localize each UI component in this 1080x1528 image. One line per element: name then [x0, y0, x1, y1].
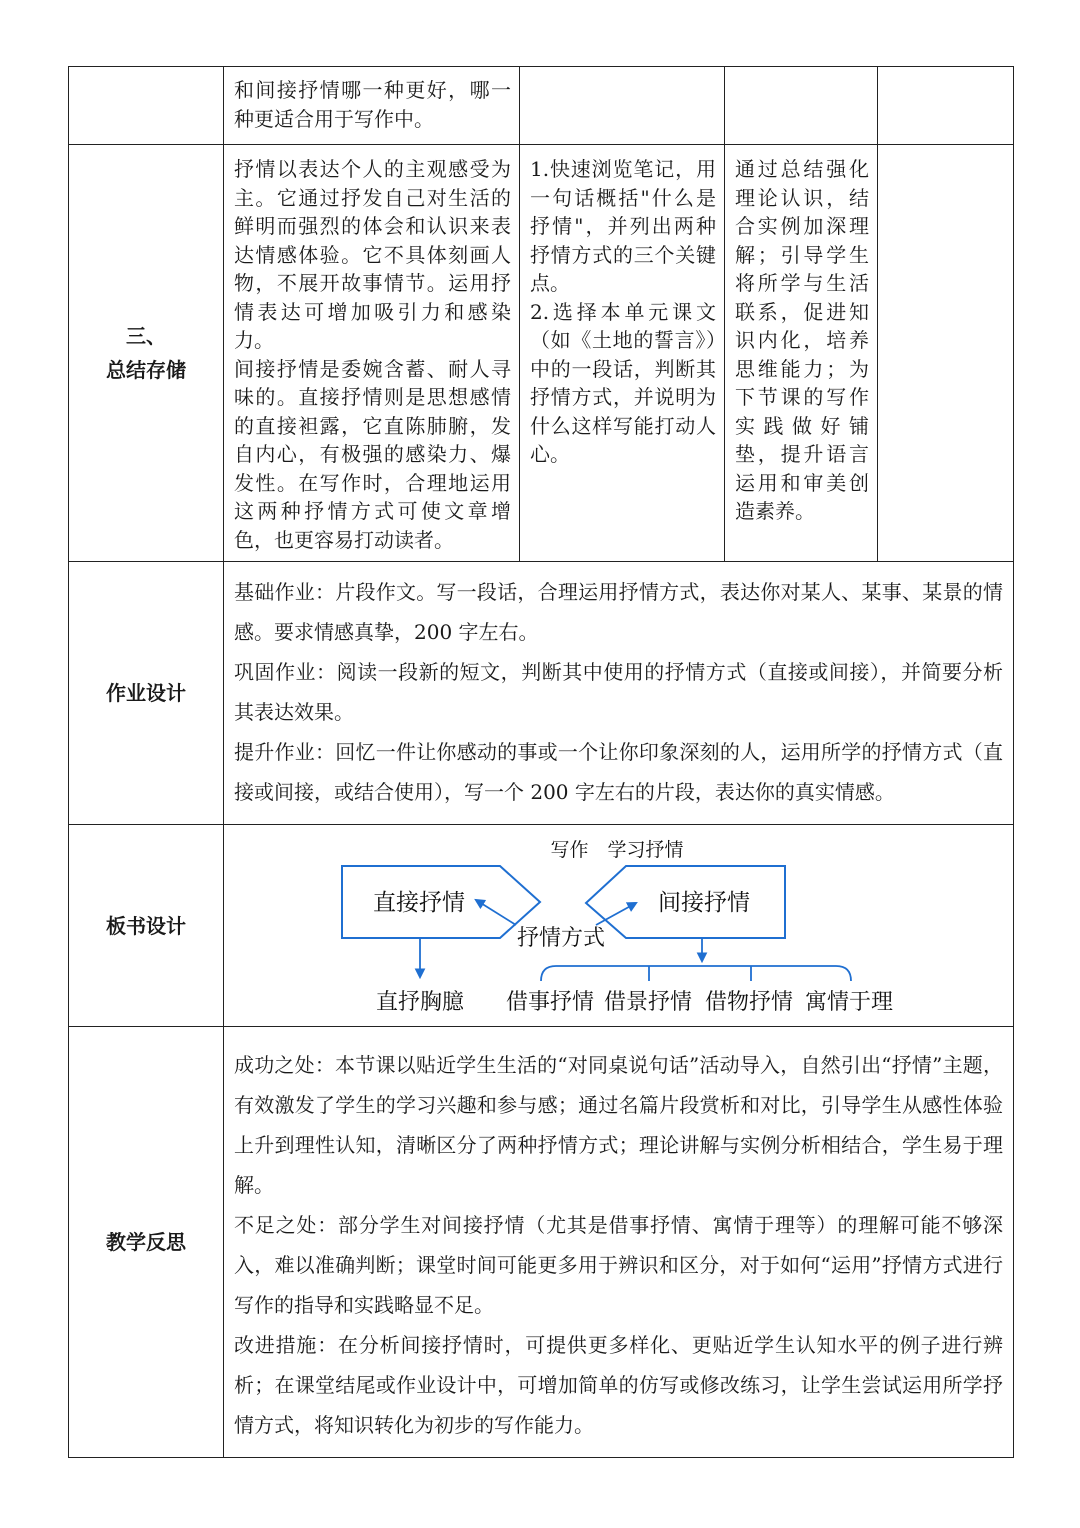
board-content-cell	[224, 825, 1014, 1027]
homework-consolidate: 巩固作业：阅读一段新的短文，判断其中使用的抒情方式（直接或间接），并简要分析其表达效果。	[234, 660, 1003, 724]
continuation-content-cell	[224, 67, 520, 145]
homework-label: 作业设计	[106, 681, 186, 705]
board-label-cell	[69, 825, 224, 1027]
summary-intent: 通过总结强化理论认识，结合实例加深理解；引导学生将所学与生活联系，促进知识内化，培养思维能力；为下节课的写作实践做好铺垫，提升语言运用和审美创造素养。	[735, 157, 869, 523]
board-label: 板书设计	[106, 913, 186, 938]
continuation-content-text: 和间接抒情哪一种更好，哪一种更适合用于写作中。	[234, 78, 511, 131]
summary-extra-cell	[878, 145, 1014, 562]
summary-content-paragraph-1: 抒情以表达个人的主观感受为主。它通过抒发自己对生活的鲜明而强烈的体会和认识来表达情感体验。它不具体刻画人物，不展开故事情节。运用抒情表达可增加吸引力和感染力。	[234, 157, 511, 352]
arrow-to-indirect	[596, 903, 636, 925]
table-row-continuation	[69, 67, 1014, 145]
direct-label: 直接抒情	[373, 890, 465, 916]
indirect-sub-2: 借景抒情	[603, 990, 693, 1015]
homework-content	[224, 562, 1013, 824]
summary-content	[224, 145, 519, 558]
homework-advance: 提升作业：回忆一件让你感动的事或一个让你印象深刻的人，运用所学的抒情方式（直接或间接，或结合使用），写一个 200 字左右的片段，表达你的真实情感。	[234, 740, 1003, 804]
summary-content-paragraph-2: 间接抒情是委婉含蓄、耐人寻味的。直接抒情则是思想感情的直接袒露，它直陈肺腑，发自内心，有极强的感染力、爆发性。在写作时，合理地运用这两种抒情方式可使文章增色，也更容易打动读者。	[234, 356, 511, 552]
table-row-homework	[69, 562, 1014, 825]
homework-label-cell	[69, 562, 224, 825]
summary-activity-1: 1.快速浏览笔记，用一句话概括"什么是抒情"，并列出两种抒情方式的三个关键点。	[530, 157, 716, 295]
summary-activity	[520, 145, 724, 473]
methods-label: 抒情方式	[516, 926, 606, 951]
reflection-content-cell	[224, 1027, 1014, 1458]
indirect-sub-1: 借事抒情	[505, 990, 595, 1015]
summary-label: 总结存储	[106, 358, 186, 382]
homework-basic: 基础作业：片段作文。写一段话，合理运用抒情方式，表达你对某人、某事、某景的情感。要求情感真挚，200 字左右。	[234, 580, 1003, 644]
reflection-success: 成功之处：本节课以贴近学生生活的“对同桌说句话”活动导入，自然引出“抒情”主题，有效激发了学生的学习兴趣和参与感；通过名篇片段赏析和对比，引导学生从感性体验上升到理性认知，清晰区分了两种抒情方式；理论讲解与实例分析相结合，学生易于理解。	[234, 1053, 1003, 1197]
direct-sub-label: 直抒胸臆	[375, 990, 465, 1015]
continuation-label-cell	[69, 67, 224, 145]
reflection-label: 教学反思	[106, 1230, 186, 1254]
summary-label-cell	[69, 145, 224, 562]
table-row-summary	[69, 145, 1014, 562]
reflection-improve: 改进措施：在分析间接抒情时，可提供更多样化、更贴近学生认知水平的例子进行辨析；在课堂结尾或作业设计中，可增加简单的仿写或修改练习，让学生尝试运用所学抒情方式，将知识转化为初步的写作能力。	[234, 1333, 1003, 1437]
summary-activity-2: 2.选择本单元课文（如《土地的誓言》）中的一段话，判断其抒情方式，并说明为什么这样写能打动人心。	[530, 299, 716, 466]
reflection-label-cell	[69, 1027, 224, 1458]
table-row-reflection	[69, 1027, 1014, 1458]
board-diagram-svg	[224, 825, 1013, 1025]
table-row-board	[69, 825, 1014, 1027]
indirect-bracket	[541, 966, 851, 981]
indirect-label: 间接抒情	[658, 890, 750, 916]
indirect-sub-3: 借物抒情	[704, 990, 794, 1015]
homework-content-cell	[224, 562, 1014, 825]
arrow-to-direct	[476, 900, 516, 925]
board-title: 写作 学习抒情	[550, 839, 684, 861]
board-diagram	[224, 825, 1013, 1025]
reflection-shortcoming: 不足之处：部分学生对间接抒情（尤其是借事抒情、寓情于理等）的理解可能不够深入，难以准确判断；课堂时间可能更多用于辨识和区分，对于如何“运用”抒情方式进行写作的指导和实践略显不足。	[234, 1213, 1003, 1317]
indirect-sub-4: 寓情于理	[804, 990, 894, 1015]
lesson-plan-table	[68, 66, 1014, 1458]
continuation-activity-cell	[520, 67, 725, 145]
continuation-extra-cell	[878, 67, 1014, 145]
reflection-content	[224, 1027, 1013, 1457]
summary-label-number: 三、	[126, 324, 166, 348]
summary-activity-cell	[520, 145, 725, 562]
continuation-intent-cell	[725, 67, 878, 145]
summary-intent-cell	[725, 145, 878, 562]
summary-content-cell	[224, 145, 520, 562]
